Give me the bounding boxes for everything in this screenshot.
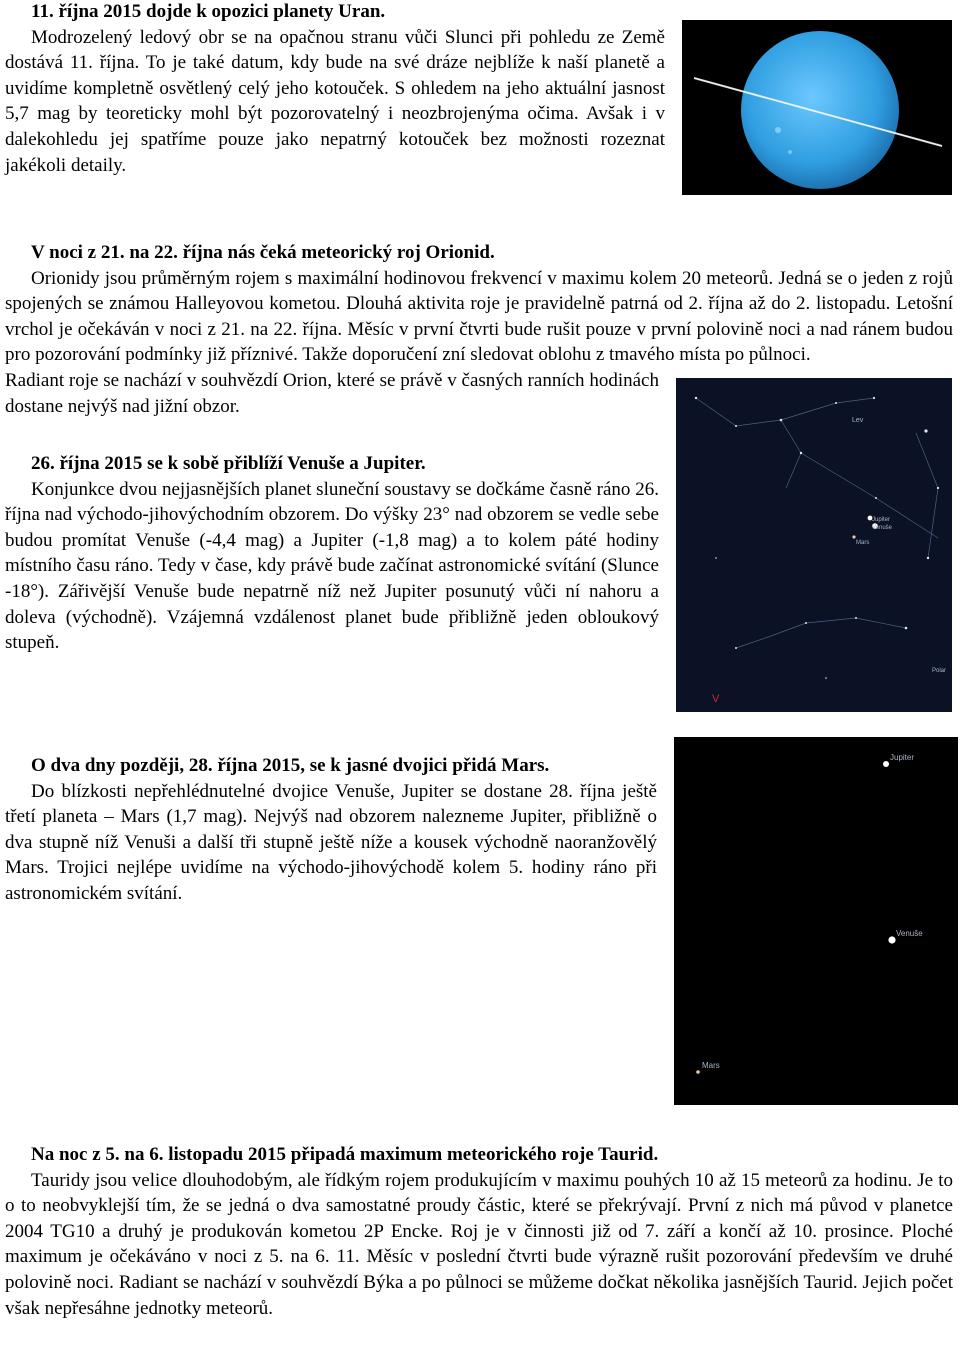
section-orionids [5, 240, 953, 368]
section-taurids [5, 1142, 953, 1321]
label-venus: Venuše [872, 525, 893, 531]
section-text: Orionidy jsou průměrným rojem s maximální hodinovou frekvencí v maximu kolem 20 meteorů. Jedná se o jeden z rojů spojených se známou Halleyovou kometou. Dlouhá aktivita roje je pravidelně patrná od 2. října až do 2. listopadu. Letošní vrchol je očekáván v noci z 21. na 22. října. Měsíc v první čtvrti bude rušit pouze v první polovině noci a nad ránem budou pro pozorování podmínky již příznivé. Takže doporučení zní sledovat oblohu z tmavého místa po půlnoci. [5, 267, 953, 366]
section-heading: 11. října 2015 dojde k opozici planety Uran. [31, 1, 386, 22]
label-jupiter: Jupiter [872, 517, 891, 523]
section-heading: 26. října 2015 se k sobě přiblíží Venuše a Jupiter. [31, 453, 426, 474]
uranus-illustration [682, 20, 952, 195]
label-mars: Mars [702, 1061, 720, 1070]
section-text: Tauridy jsou velice dlouhodobým, ale řídkým rojem produkujícím v maximu pouhých 10 až 15 meteorů za hodinu. Je to o to neobvyklejší tím, že se jedná o dva samostatné proudy částic, které se překrývají. První z nich má původ v planetce 2004 TG10 a druhý je produkován kometou 2P Encke. Roj je v činnosti již od 7. září a končí až 10. prosince. Ploché maximum je očekáváno v noci z 5. na 6. 11. Měsíc v poslední čtvrti bude výrazně rušit pozorování především ve druhé polovině noci. Radiant se nachází v souhvězdí Býka a po půlnoci se můžeme dočkat několika jasnějších Taurid. Jejich počet však nepřesáhne jednotky meteorů. [5, 1169, 953, 1319]
section-heading: O dva dny později, 28. října 2015, se k jasné dvojici přidá Mars. [31, 755, 550, 776]
section-text: Radiant roje se nachází v souhvězdí Orion, které se právě v časných ranních hodinách dostane nejvýš nad jižní obzor. [5, 370, 659, 417]
label-leo: Lev [852, 417, 864, 424]
uranus-image [682, 20, 952, 195]
section-heading: Na noc z 5. na 6. listopadu 2015 připadá maximum meteorického roje Taurid. [31, 1144, 659, 1165]
sky-chart-planets [674, 737, 958, 1105]
section-text: Do blízkosti nepřehlédnutelné dvojice Venuše, Jupiter se dostane 28. října ještě třetí planeta – Mars (1,7 mag). Nejvýš nad obzorem nalezneme Jupiter, přibližně o dva stupně níž Venuši a další tři stupně ještě níže a kousek východně naoranžovělý Mars. Trojici nejlépe uvidíme na východo-jihovýchodě kolem 5. hodiny ráno při astronomickém svítání. [5, 780, 657, 904]
sky-chart-illustration [674, 737, 958, 1105]
label-venus: Venuše [896, 929, 923, 938]
section-uranus-opposition [5, 0, 665, 178]
section-text: Modrozelený ledový obr se na opačnou stranu vůči Slunci při pohledu ze Země dostává 11. října. To je také datum, kdy bude na své dráze nejblíže k naší planetě a uvidíme kompletně osvětlený celý jeho kotouček. S ohledem na jeho aktuální jasnost 5,7 mag by teoreticky mohl být pozorovatelný i neozbrojenýma očima. Avšak i v dalekohledu jej spatříme pouze jako nepatrný kotouček bez možnosti rozeznat jakékoli detaily. [5, 26, 665, 176]
venus-dot [888, 936, 895, 943]
label-jupiter: Jupiter [890, 753, 915, 762]
uranus-disk [741, 31, 899, 189]
label-mars: Mars [856, 540, 870, 546]
section-text: Konjunkce dvou nejjasnějších planet sluneční soustavy se dočkáme časně ráno 26. října nad východo-jihovýchodním obzorem. Do výšky 23° nad obzorem se vedle sebe budou promítat Venuše (-4,4 mag) a Jupiter (-1,8 mag) a to kolem páté hodiny místního času ráno. Tedy v čase, kdy právě bude začínat astronomické svítání (Slunce -18°). Zářivější Venuše bude nepatrně níž než Jupiter posunutý vůči ní nahoru a doleva (východně). Vzájemná vzdálenost planet bude přibližně jeden obloukový stupeň. [5, 478, 659, 654]
label-direction: V [712, 693, 720, 705]
mars-dot [852, 535, 855, 538]
section-venus-jupiter [5, 451, 659, 656]
section-mars-joins [5, 753, 657, 907]
mars-dot [696, 1070, 700, 1074]
jupiter-dot [883, 761, 889, 767]
section-heading: V noci z 21. na 22. října nás čeká meteorický roj Orionid. [31, 242, 495, 263]
sky-chart-orion [676, 378, 952, 712]
sky-chart-illustration [676, 378, 952, 712]
section-orionids-radiant [5, 368, 659, 419]
label-polar: Polar [932, 668, 947, 674]
